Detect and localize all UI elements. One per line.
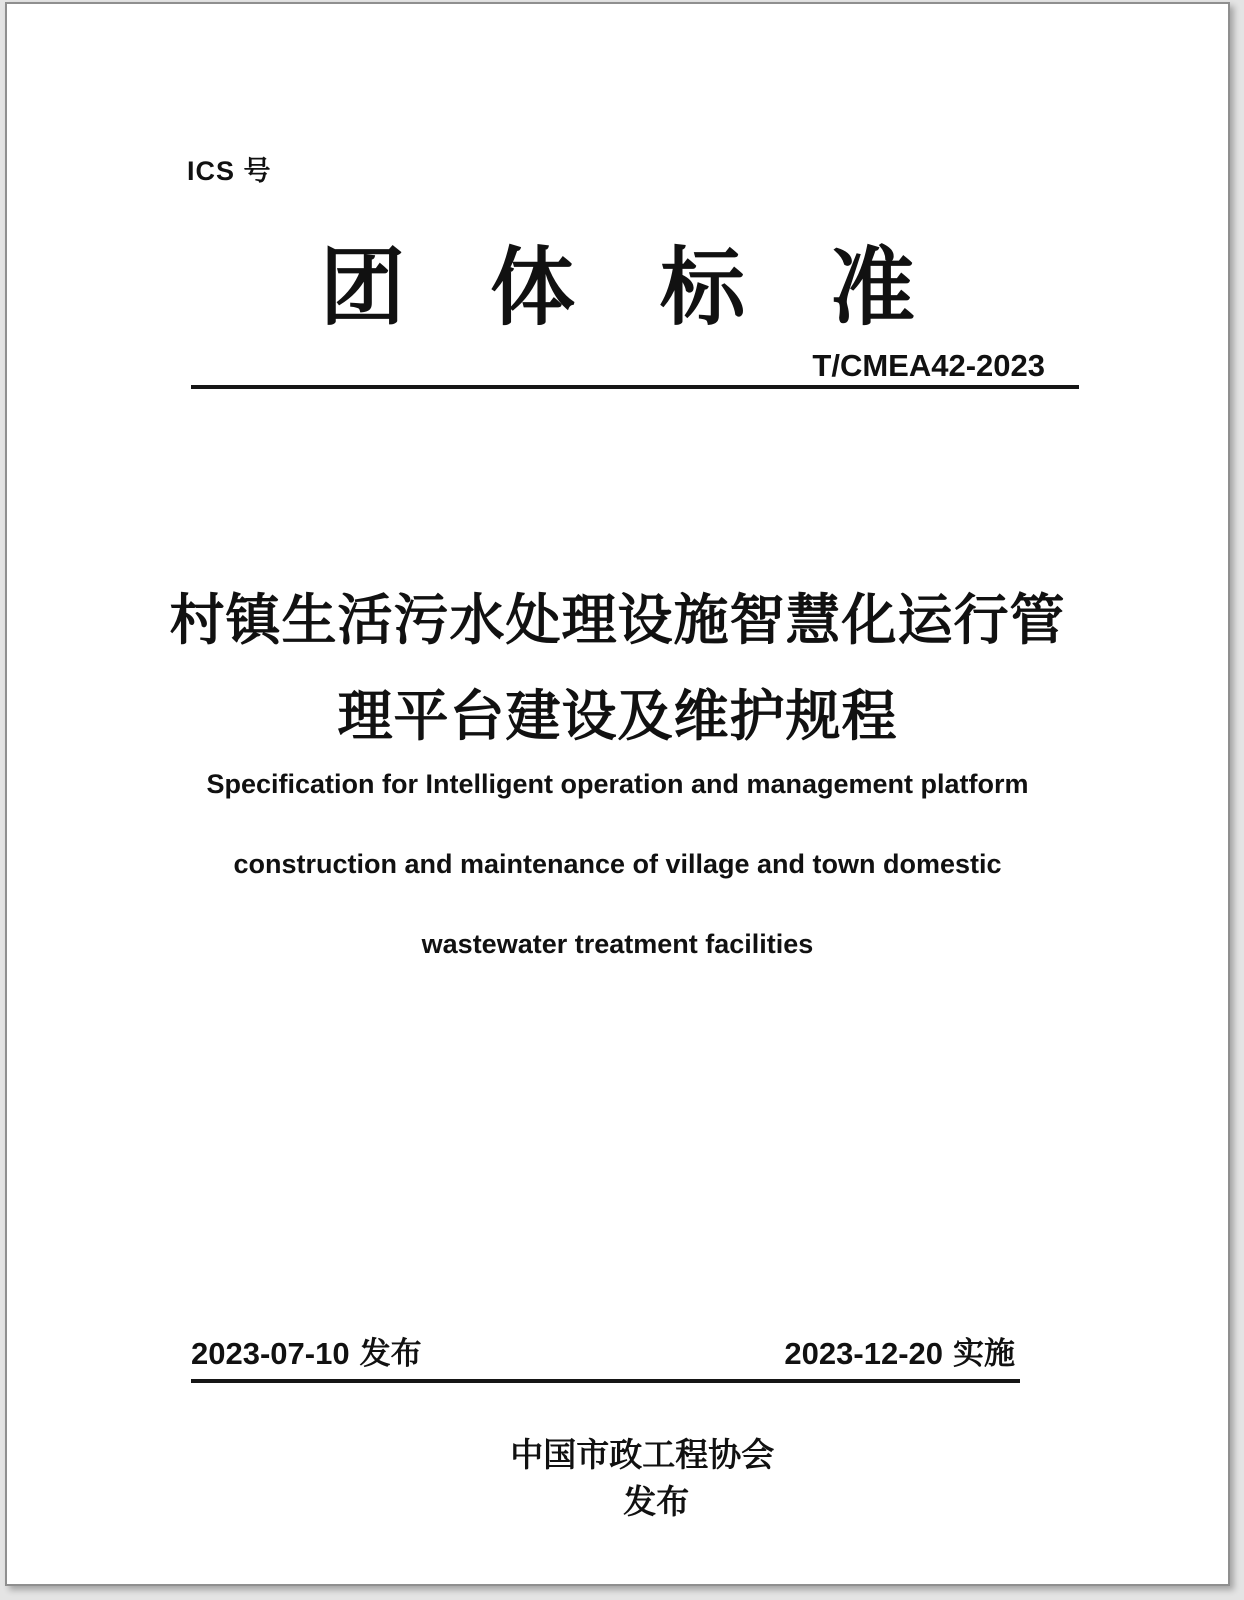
standard-type-title: 团 体 标 准: [319, 241, 915, 336]
header-rule: [191, 385, 1079, 389]
implement-date: 2023-12-20: [784, 1336, 943, 1371]
issue-date-item: [191, 1328, 422, 1373]
publisher-row: [7, 1392, 1228, 1560]
title-english-line-2: construction and maintenance of village and town domestic: [233, 849, 1002, 879]
publisher-name: 中国市政工程协会: [510, 1438, 775, 1474]
implement-date-item: [784, 1328, 1015, 1373]
issue-date: 2023-07-10: [191, 1336, 350, 1371]
footer-rule: [191, 1379, 1020, 1383]
title-chinese-line-2: 理平台建设及维护规程: [337, 685, 898, 747]
issue-date-label: 发布: [359, 1336, 422, 1371]
ics-label: ICS 号: [187, 156, 272, 186]
standard-number: T/CMEA42-2023: [812, 348, 1045, 383]
title-chinese-line-1: 村镇生活污水处理设施智慧化运行管: [169, 589, 1066, 651]
title-english-line-1: Specification for Intelligent operation and management platform: [206, 769, 1029, 799]
document-page: [5, 2, 1230, 1586]
title-english-line-3: wastewater treatment facilities: [421, 929, 814, 959]
publisher-action-label: 发布: [623, 1485, 690, 1521]
implement-date-label: 实施: [953, 1336, 1015, 1371]
dates-row: [191, 1328, 1015, 1373]
